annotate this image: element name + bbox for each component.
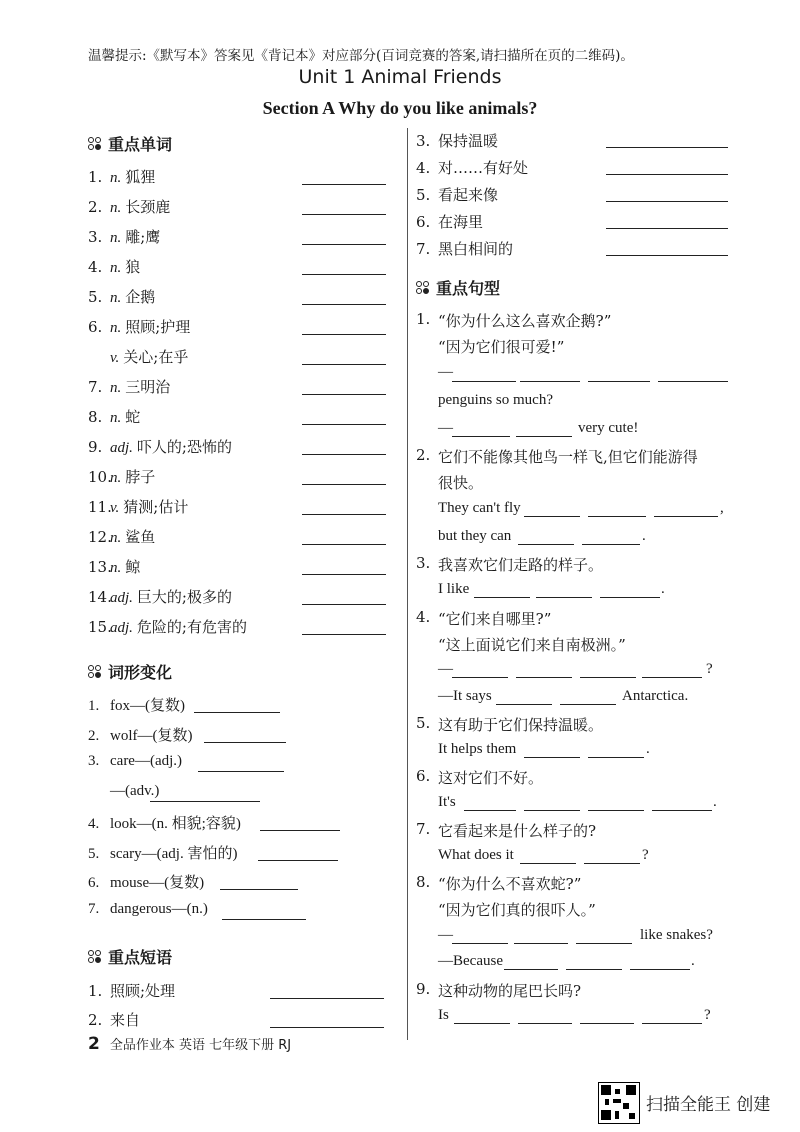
phrase-item <box>416 130 498 151</box>
phrase-text: 看起来像 <box>438 186 499 204</box>
vocab-item <box>88 196 170 217</box>
form-note: (复数) <box>145 698 185 714</box>
s4-blank-1[interactable] <box>452 677 508 678</box>
vocab-pos: n. <box>110 230 122 246</box>
column-divider <box>407 128 408 1040</box>
page-number: 2 <box>88 1034 100 1054</box>
form-word: dangerous— <box>110 900 187 917</box>
vocab-meaning: 危险的;有危害的 <box>136 618 247 636</box>
form-item <box>88 901 208 918</box>
s9-num: 9. <box>416 980 431 998</box>
form-word: mouse— <box>110 875 165 891</box>
phrase-answer-blank[interactable] <box>606 201 728 202</box>
vocab-answer-blank[interactable] <box>302 214 386 215</box>
vocab-answer-blank[interactable] <box>302 364 386 365</box>
form-answer-blank[interactable] <box>260 830 340 831</box>
vocab-pos: n. <box>110 200 122 216</box>
phrase-text: 来自 <box>110 1011 141 1029</box>
vocab-num: 9. <box>88 438 103 456</box>
vocab-num: 1. <box>88 168 103 186</box>
vocab-item <box>88 286 155 307</box>
s4-dash: — <box>438 661 453 677</box>
form-num: 2. <box>88 727 100 744</box>
form-note: (n. 相貌;容貌) <box>151 816 241 832</box>
form-note: (n.) <box>186 900 208 917</box>
vocab-pos: n. <box>110 170 122 186</box>
s6-dot: . <box>713 794 717 810</box>
s9-en: Is <box>438 1007 449 1023</box>
form-note: (adj. 害怕的) <box>156 845 238 862</box>
vocab-meaning: 三明治 <box>125 378 171 396</box>
phrase-item <box>416 157 528 178</box>
qr-code-icon <box>598 1082 640 1124</box>
phrases-heading <box>88 945 172 968</box>
phrase-num: 7. <box>416 240 431 258</box>
phrase-item <box>416 184 498 205</box>
s8-num: 8. <box>416 873 431 891</box>
form-num: 1. <box>88 698 100 714</box>
s8-en: —Because <box>438 953 503 969</box>
form-word: wolf— <box>110 727 153 744</box>
s2-comma: , <box>720 500 724 516</box>
tip-text: 温馨提示:《默写本》答案见《背记本》对应部分(百词竞赛的答案,请扫描所在页的二维码)。 <box>88 48 634 64</box>
vocab-pos: v. <box>110 500 120 516</box>
form-answer-blank[interactable] <box>220 889 298 890</box>
form-item <box>88 724 193 745</box>
s9-q: ? <box>704 1007 711 1023</box>
s6-blank-1[interactable] <box>464 810 516 811</box>
form-answer-blank[interactable] <box>258 860 338 861</box>
s5-cn: 这有助于它们保持温暖。 <box>438 716 604 734</box>
vocab-item <box>88 466 155 487</box>
vocab-heading-label: 重点单词 <box>108 135 173 154</box>
phrase-num: 6. <box>416 213 431 231</box>
s6-blank-3[interactable] <box>588 810 644 811</box>
phrase-item <box>88 980 175 1001</box>
vocab-num: 13. <box>88 558 112 576</box>
s2-cn2: 很快。 <box>438 474 484 492</box>
vocab-num: 5. <box>88 288 103 306</box>
vocab-pos: adj. <box>110 440 133 456</box>
s4-blank-2[interactable] <box>516 677 572 678</box>
s2-blank-3[interactable] <box>654 516 718 517</box>
footer <box>88 1034 291 1054</box>
vocab-pos: n. <box>110 290 122 306</box>
form-word: look— <box>110 816 152 832</box>
vocab-meaning: 脖子 <box>125 468 156 486</box>
form-word: — <box>110 782 125 799</box>
s1-en1: penguins so much? <box>438 392 553 408</box>
vocab-num: 4. <box>88 258 103 276</box>
vocab-pos: n. <box>110 260 122 276</box>
vocab-item <box>88 316 190 337</box>
dots-icon <box>88 137 102 151</box>
form-item <box>88 812 241 833</box>
form-num: 6. <box>88 875 100 891</box>
s6-en: It's <box>438 794 456 810</box>
sentences-heading <box>416 276 500 299</box>
scanner-watermark: 扫描全能王 创建 <box>646 1095 771 1115</box>
vocab-meaning: 关心;在乎 <box>123 348 189 366</box>
vocab-pos: n. <box>110 320 122 336</box>
vocab-item <box>88 616 247 637</box>
vocab-answer-blank[interactable] <box>302 334 386 335</box>
dots-icon <box>88 665 102 679</box>
s9-blank-4[interactable] <box>642 1023 702 1024</box>
phrase-answer-blank[interactable] <box>270 998 384 999</box>
phrase-text: 对……有好处 <box>438 159 529 177</box>
vocab-item <box>88 526 155 547</box>
s3-blank-3[interactable] <box>600 597 660 598</box>
vocab-answer-blank[interactable] <box>302 514 386 515</box>
phrase-item <box>416 238 513 259</box>
s3-blank-2[interactable] <box>536 597 592 598</box>
vocab-pos: n. <box>110 380 122 396</box>
s2-dot: . <box>642 528 646 544</box>
phrase-text: 照顾;处理 <box>110 982 176 1000</box>
s4-blank-6[interactable] <box>560 704 616 705</box>
vocab-item <box>88 256 140 277</box>
vocab-meaning: 吓人的;恐怖的 <box>136 438 232 456</box>
s8-blank-5[interactable] <box>566 969 622 970</box>
s1-cn1: “你为什么这么喜欢企鹅?” <box>438 312 612 330</box>
form-note: (adv.) <box>125 782 160 799</box>
phrase-answer-blank[interactable] <box>606 228 728 229</box>
form-item <box>88 871 204 892</box>
vocab-meaning: 企鹅 <box>125 288 156 306</box>
dots-icon <box>416 281 430 295</box>
s5-en: It helps them <box>438 741 517 757</box>
s7-q: ? <box>642 847 649 863</box>
vocab-item <box>88 226 160 247</box>
vocab-answer-blank[interactable] <box>302 424 386 425</box>
phrase-num: 4. <box>416 159 431 177</box>
vocab-answer-blank[interactable] <box>302 304 386 305</box>
s2-blank-2[interactable] <box>588 516 646 517</box>
s4-q: ? <box>706 661 713 677</box>
s9-blank-3[interactable] <box>580 1023 634 1024</box>
s8-cn1: “你为什么不喜欢蛇?” <box>438 875 582 893</box>
phrase-answer-blank[interactable] <box>270 1027 384 1028</box>
vocab-answer-blank[interactable] <box>302 574 386 575</box>
s1-en2: very cute! <box>578 420 639 436</box>
phrase-num: 1. <box>88 982 103 1000</box>
s3-dot: . <box>661 581 665 597</box>
s9-blank-1[interactable] <box>454 1023 510 1024</box>
vocab-meaning: 照顾;护理 <box>125 318 191 336</box>
s3-blank-1[interactable] <box>474 597 530 598</box>
s8-blank-4[interactable] <box>504 969 558 970</box>
unit-title: Unit 1 Animal Friends <box>298 66 502 88</box>
phrase-answer-blank[interactable] <box>606 147 728 148</box>
vocab-num: 14. <box>88 588 112 606</box>
form-word: scary— <box>110 845 157 862</box>
s5-num: 5. <box>416 714 431 732</box>
vocab-answer-blank[interactable] <box>302 244 386 245</box>
vocab-meaning: 长颈鹿 <box>125 198 171 216</box>
vocab-answer-blank[interactable] <box>302 634 386 635</box>
s2-num: 2. <box>416 446 431 464</box>
phrase-text: 保持温暖 <box>438 132 499 150</box>
s2-blank-1[interactable] <box>524 516 580 517</box>
vocab-answer-blank[interactable] <box>302 274 386 275</box>
s8-blank-6[interactable] <box>630 969 690 970</box>
s2-blank-5[interactable] <box>582 544 640 545</box>
vocab-meaning: 蛇 <box>125 408 141 426</box>
s8-blank-3[interactable] <box>576 943 632 944</box>
vocab-answer-blank[interactable] <box>302 394 386 395</box>
s6-cn: 这对它们不好。 <box>438 769 544 787</box>
vocab-meaning: 雕;鹰 <box>125 228 161 246</box>
form-answer-blank[interactable] <box>194 712 280 713</box>
phrase-answer-blank[interactable] <box>606 255 728 256</box>
vocab-item <box>88 586 232 607</box>
phrase-text: 黑白相间的 <box>438 240 514 258</box>
form-word: care— <box>110 753 150 769</box>
form-item <box>88 783 159 800</box>
vocab-item <box>88 346 188 367</box>
phrase-num: 3. <box>416 132 431 150</box>
form-item <box>88 753 182 770</box>
form-word: fox— <box>110 698 145 714</box>
book-title: 全品作业本 英语 七年级下册 RJ <box>109 1038 292 1053</box>
vocab-item <box>88 376 170 397</box>
s7-blank-1[interactable] <box>520 863 576 864</box>
s6-blank-2[interactable] <box>524 810 580 811</box>
vocab-num: 3. <box>88 228 103 246</box>
form-note: (复数) <box>164 875 205 891</box>
s8-end: like snakes? <box>640 927 713 943</box>
s8-blank-1[interactable] <box>452 943 508 944</box>
s1-blank-4[interactable] <box>658 381 728 382</box>
s5-blank-2[interactable] <box>588 757 644 758</box>
vocab-answer-blank[interactable] <box>302 184 386 185</box>
section-title: Section A Why do you like animals? <box>262 98 538 118</box>
vocab-pos: v. <box>110 350 120 366</box>
s7-cn: 它看起来是什么样子的? <box>438 822 597 840</box>
form-note: (复数) <box>152 727 193 744</box>
forms-heading <box>88 660 172 683</box>
vocab-meaning: 猜测;估计 <box>123 498 189 516</box>
vocab-item <box>88 436 232 457</box>
vocab-pos: n. <box>110 470 122 486</box>
vocab-num: 8. <box>88 408 103 426</box>
form-num: 3. <box>88 753 100 769</box>
s7-num: 7. <box>416 820 431 838</box>
s8-cn2: “因为它们真的很吓人。” <box>438 901 596 919</box>
vocab-meaning: 巨大的;极多的 <box>136 588 232 606</box>
vocab-num: 6. <box>88 318 103 336</box>
phrases-heading-label: 重点短语 <box>108 948 173 967</box>
phrase-num: 2. <box>88 1011 103 1029</box>
s5-blank-1[interactable] <box>524 757 580 758</box>
vocab-item <box>88 496 188 517</box>
s4-blank-3[interactable] <box>580 677 636 678</box>
s4-cn2: “这上面说它们来自南极洲。” <box>438 636 626 654</box>
s7-blank-2[interactable] <box>584 863 640 864</box>
vocab-answer-blank[interactable] <box>302 454 386 455</box>
s4-end: Antarctica. <box>622 688 689 704</box>
sentences-heading-label: 重点句型 <box>436 279 501 298</box>
s3-cn: 我喜欢它们走路的样子。 <box>438 556 604 574</box>
s2-en2: but they can <box>438 528 512 544</box>
s6-num: 6. <box>416 767 431 785</box>
s4-en: —It says <box>438 688 492 704</box>
s2-blank-4[interactable] <box>518 544 574 545</box>
s1-blank-1[interactable] <box>452 381 516 382</box>
s2-cn1: 它们不能像其他鸟一样飞,但它们能游得 <box>438 448 698 466</box>
vocab-pos: n. <box>110 410 122 426</box>
s9-blank-2[interactable] <box>518 1023 572 1024</box>
vocab-pos: n. <box>110 530 122 546</box>
s1-blank-2[interactable] <box>520 381 580 382</box>
dots-icon <box>88 950 102 964</box>
vocab-pos: n. <box>110 560 122 576</box>
vocab-num: 11. <box>88 498 112 516</box>
vocab-pos: adj. <box>110 620 133 636</box>
phrase-item <box>88 1009 140 1030</box>
vocab-answer-blank[interactable] <box>302 544 386 545</box>
vocab-num: 15. <box>88 618 112 636</box>
s3-num: 3. <box>416 554 431 572</box>
vocab-item <box>88 556 140 577</box>
vocab-item <box>88 406 140 427</box>
s1-blank-5[interactable] <box>452 436 510 437</box>
form-note: (adj.) <box>149 753 183 769</box>
form-answer-blank[interactable] <box>222 919 306 920</box>
s4-cn1: “它们来自哪里?” <box>438 610 552 628</box>
vocab-pos: adj. <box>110 590 133 606</box>
s2-en1: They can't fly <box>438 500 521 516</box>
vocab-item <box>88 166 155 187</box>
phrase-text: 在海里 <box>438 213 484 231</box>
s1-cn2: “因为它们很可爱!” <box>438 338 565 356</box>
s1-blank-6[interactable] <box>516 436 572 437</box>
s8-blank-2[interactable] <box>514 943 568 944</box>
s8-dot: . <box>691 953 695 969</box>
s1-blank-3[interactable] <box>588 381 650 382</box>
s8-dash: — <box>438 927 453 943</box>
phrase-num: 5. <box>416 186 431 204</box>
s5-dot: . <box>646 741 650 757</box>
s4-blank-5[interactable] <box>496 704 552 705</box>
s1-num: 1. <box>416 310 431 328</box>
vocab-meaning: 狼 <box>125 258 141 276</box>
forms-heading-label: 词形变化 <box>108 663 173 682</box>
phrase-item <box>416 211 483 232</box>
form-answer-blank[interactable] <box>204 742 286 743</box>
vocab-answer-blank[interactable] <box>302 484 386 485</box>
vocab-meaning: 狐狸 <box>125 168 156 186</box>
vocab-meaning: 鲸 <box>125 558 141 576</box>
s1-dash2: — <box>438 420 453 436</box>
s3-en: I like <box>438 581 470 597</box>
vocab-meaning: 鲨鱼 <box>125 528 156 546</box>
s1-dash: — <box>438 364 453 380</box>
vocab-num: 2. <box>88 198 103 216</box>
s6-blank-4[interactable] <box>652 810 712 811</box>
s4-blank-4[interactable] <box>642 677 702 678</box>
s7-en: What does it <box>438 847 514 863</box>
form-num: 7. <box>88 900 100 917</box>
form-answer-blank[interactable] <box>198 771 284 772</box>
form-num: 5. <box>88 845 100 862</box>
phrase-answer-blank[interactable] <box>606 174 728 175</box>
form-item <box>88 694 185 715</box>
vocab-heading <box>88 132 172 155</box>
s4-num: 4. <box>416 608 431 626</box>
vocab-answer-blank[interactable] <box>302 604 386 605</box>
s9-cn: 这种动物的尾巴长吗? <box>438 982 582 1000</box>
vocab-num: 10. <box>88 468 112 486</box>
form-answer-blank[interactable] <box>150 801 260 802</box>
form-item <box>88 842 237 863</box>
form-num: 4. <box>88 816 100 832</box>
vocab-num: 12. <box>88 528 112 546</box>
vocab-num: 7. <box>88 378 103 396</box>
